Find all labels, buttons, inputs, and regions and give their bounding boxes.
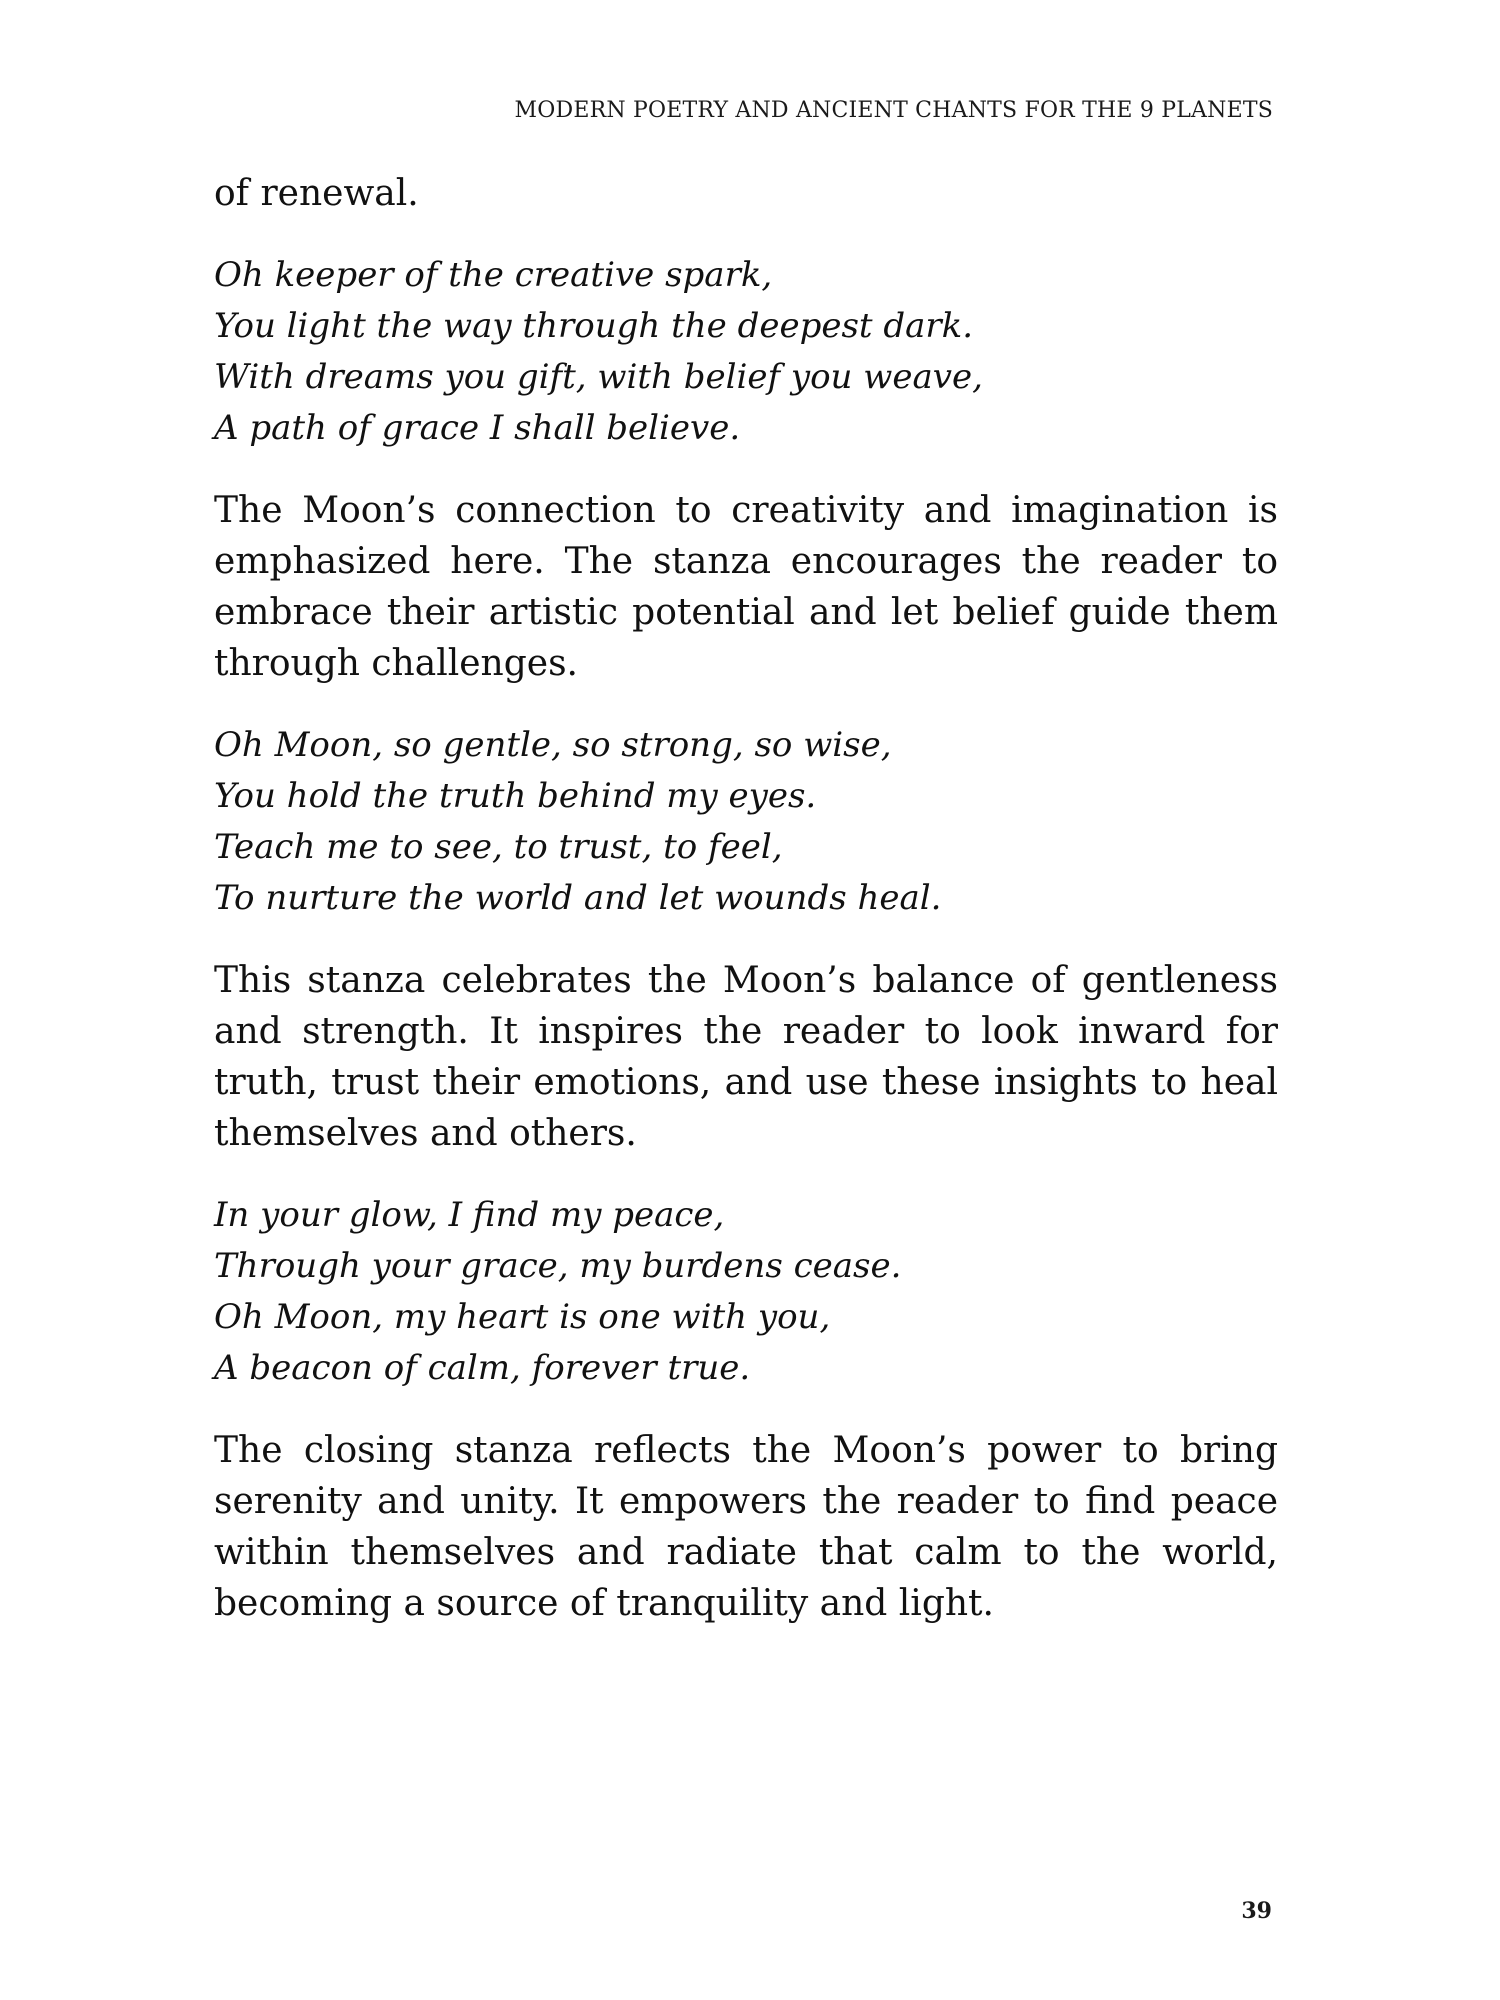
stanza-glow-peace <box>214 1190 1278 1394</box>
stanza-line: Through your grace, my burdens cease. <box>214 1246 902 1286</box>
commentary-paragraph: The closing stanza reflects the Moon’s power to bring serenity and unity. It empowers the reader to find peace within themselves and radiate that calm to the world, becoming a source of tranquility and light. <box>214 1430 1278 1624</box>
page-body <box>214 168 1278 1660</box>
stanza-line: You hold the truth behind my eyes. <box>214 776 817 816</box>
running-header: MODERN POETRY AND ANCIENT CHANTS FOR THE 9 PLANETS <box>514 98 1273 123</box>
stanza-line: With dreams you gift, with belief you weave, <box>214 357 983 397</box>
commentary-paragraph: The Moon’s connection to creativity and imagination is emphasized here. The stanza encourages the reader to embrace their artistic potential and let belief guide them through challenges. <box>214 490 1278 684</box>
stanza-line: Oh Moon, my heart is one with you, <box>214 1297 831 1337</box>
stanza-line: To nurture the world and let wounds heal. <box>214 878 942 918</box>
stanza-line: Teach me to see, to trust, to feel, <box>214 827 783 867</box>
stanza-line: Oh Moon, so gentle, so strong, so wise, <box>214 725 892 765</box>
stanza-creative-spark <box>214 250 1278 454</box>
continuation-text: of renewal. <box>214 173 419 214</box>
page-number: 39 <box>1241 1898 1272 1924</box>
stanza-gentle-strong-wise <box>214 720 1278 924</box>
commentary-paragraph: This stanza celebrates the Moon’s balance of gentleness and strength. It inspires the reader to look inward for truth, trust their emotions, and use these insights to heal themselves and others. <box>214 960 1278 1154</box>
stanza-line: A beacon of calm, forever true. <box>214 1348 751 1388</box>
stanza-line: In your glow, I find my peace, <box>214 1195 725 1235</box>
stanza-line: Oh keeper of the creative spark, <box>214 255 773 295</box>
stanza-line: A path of grace I shall believe. <box>214 408 741 448</box>
stanza-line: You light the way through the deepest dark. <box>214 306 974 346</box>
